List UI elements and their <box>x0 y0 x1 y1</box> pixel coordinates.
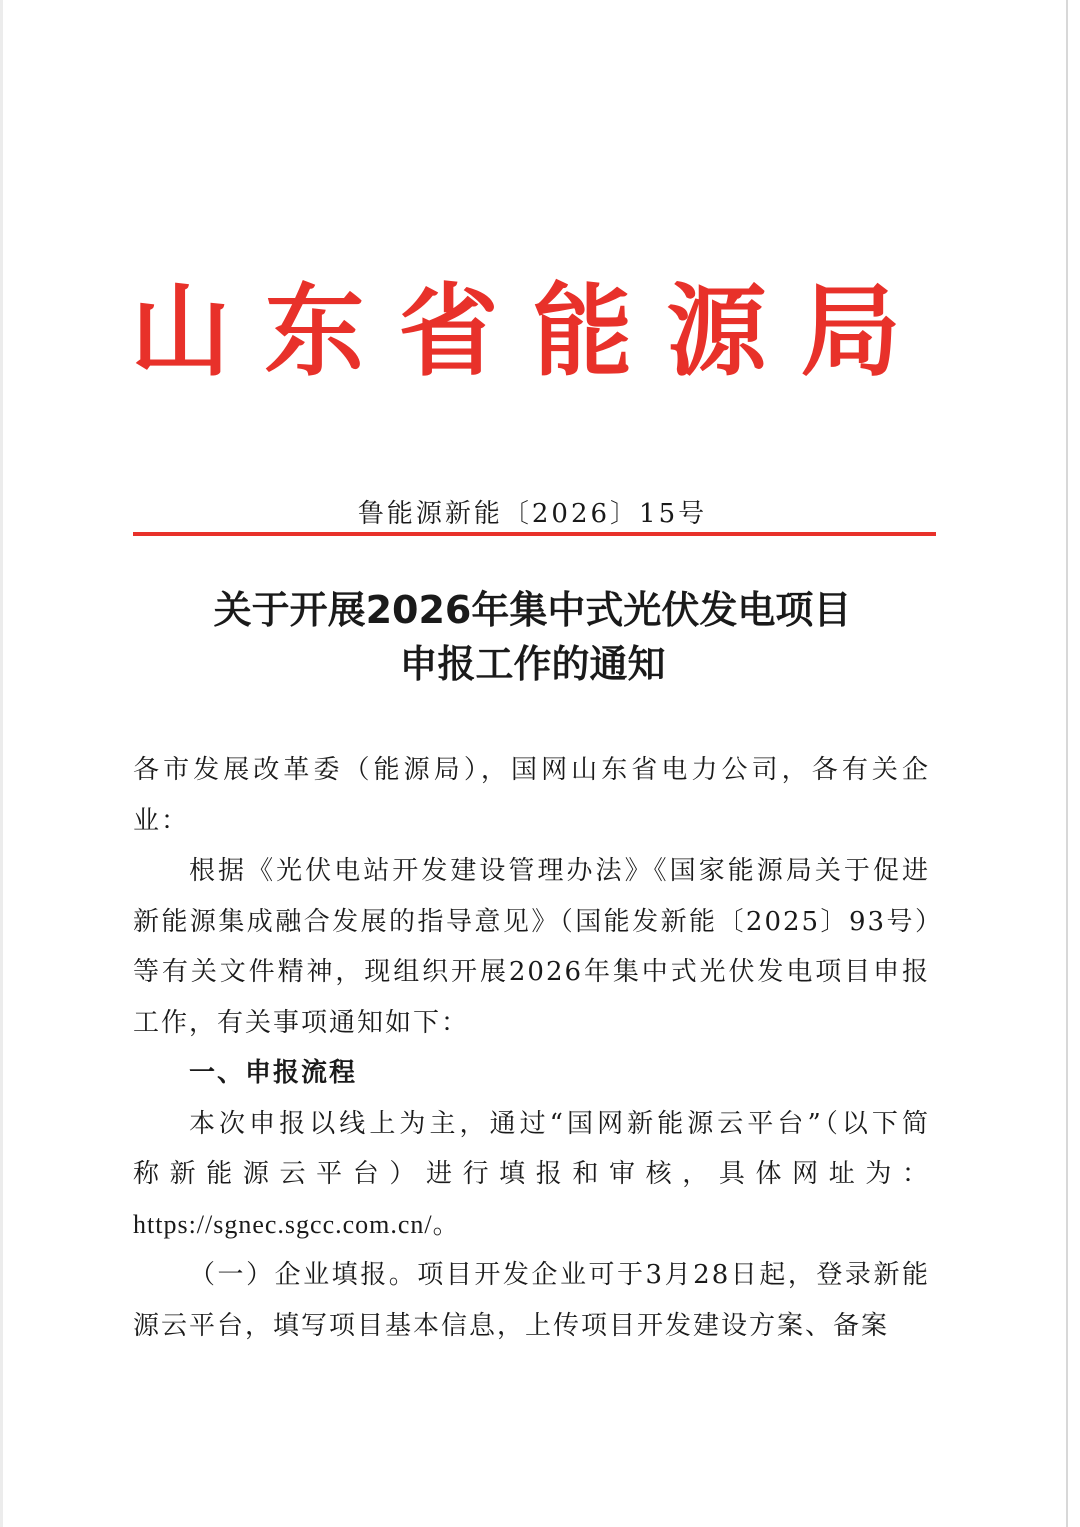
paragraph-platform-line-2: 称新能源云平台）进行填报和审核，具体网址为： <box>133 1159 930 1189</box>
page-left-edge <box>0 0 3 1527</box>
red-divider-line <box>133 532 936 536</box>
paragraph-intro: 根据《光伏电站开发建设管理办法》《国家能源局关于促进新能源集成融合发展的指导意见》（国能发新能〔2025〕93号）等有关文件精神，现组织开展2026年集中式光伏发电项目申报工作，有关事项通知如下： <box>133 856 930 1038</box>
salutation: 各市发展改革委（能源局），国网山东省电力公司，各有关企业： <box>133 755 930 836</box>
document-title <box>130 583 935 691</box>
paragraph-enterprise-filing: （一）企业填报。项目开发企业可于3月28日起，登录新能源云平台，填写项目基本信息，上传项目开发建设方案、备案 <box>133 1260 930 1341</box>
title-line-1: 关于开展2026年集中式光伏发电项目 <box>213 588 852 632</box>
agency-masthead: 山东省能源局 <box>130 273 935 390</box>
paragraph-platform-line-1: 本次申报以线上为主，通过“国网新能源云平台”（以下简 <box>189 1108 930 1139</box>
document-body <box>133 745 930 1351</box>
platform-url: https://sgnec.sgcc.com.cn/。 <box>133 1209 460 1239</box>
section-heading-1: 一、申报流程 <box>189 1058 358 1088</box>
title-line-2: 申报工作的通知 <box>399 642 666 686</box>
page-right-edge <box>1066 0 1068 1527</box>
document-number: 鲁能源新能〔2026〕15号 <box>357 499 708 529</box>
